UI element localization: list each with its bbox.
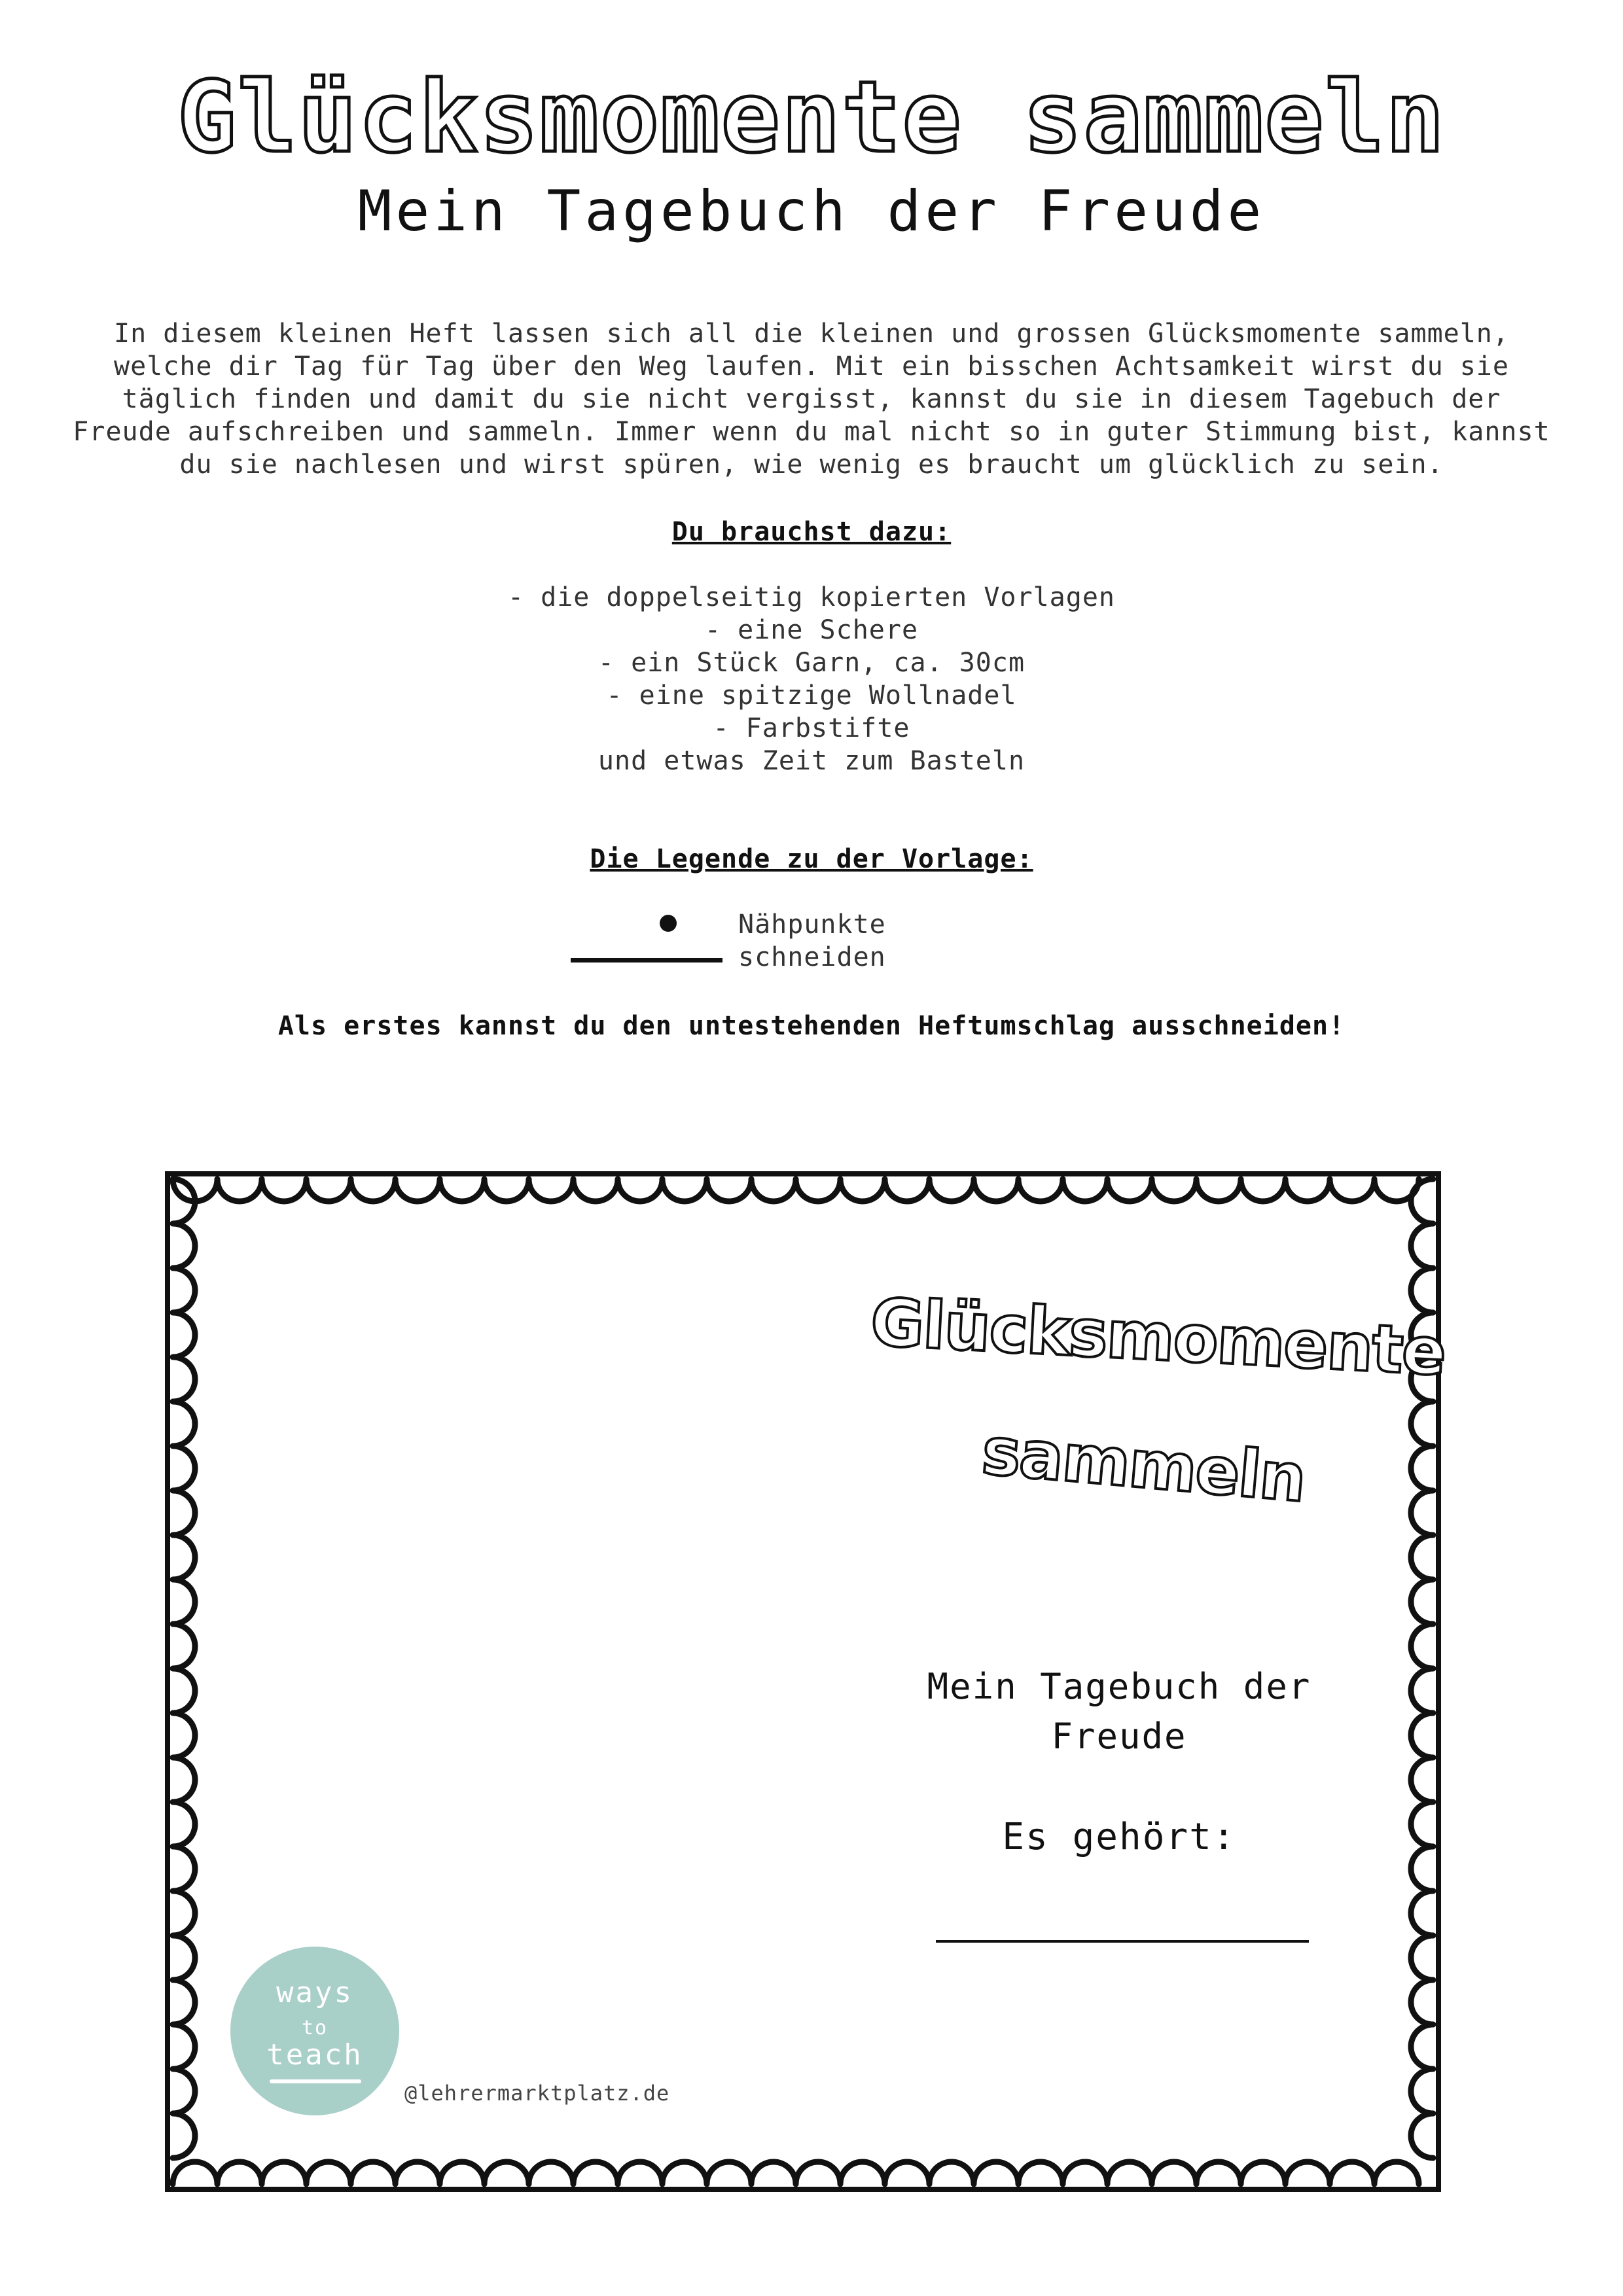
credit-text: @lehrermarktplatz.de	[404, 2081, 670, 2106]
needs-heading: Du brauchst dazu:	[671, 517, 952, 547]
intro-paragraph: In diesem kleinen Heft lassen sich all die kleinen und grossen Glücksmomente sammeln, welche dir Tag für Tag über den Weg laufen. Mit ein bisschen Achtsamkeit wirst du sie täglich finden und damit du sie nicht vergisst, kannst du sie in diesem Tagebuch der Freude aufschreiben und sammeln. Immer wenn du mal nicht so in guter Stimmung bist, kannst du sie nachlesen und wirst spüren, wie wenig es braucht um glücklich zu sein.	[73, 319, 1550, 480]
owner-name-line	[936, 1940, 1309, 1943]
needs-item: - Farbstifte	[713, 713, 910, 743]
legend-cut-label: schneiden	[738, 942, 886, 972]
needs-item: und etwas Zeit zum Basteln	[597, 746, 1026, 776]
cover-subtitle	[897, 1662, 1342, 1761]
page-subtitle: Mein Tagebuch der Freude	[357, 179, 1266, 244]
legend-sew-label: Nähpunkte	[738, 910, 886, 940]
sew-dot-icon	[660, 915, 677, 932]
needs-list	[0, 581, 1623, 777]
cover-title-second-line: sammeln	[978, 1412, 1308, 1517]
needs-item: - ein Stück Garn, ca. 30cm	[597, 648, 1026, 678]
legend-heading: Die Legende zu der Vorlage:	[590, 844, 1033, 874]
page-title: Glücksmomente sammeln	[177, 61, 1446, 175]
cut-line-icon	[571, 958, 722, 963]
logo-text: ways	[276, 1976, 353, 2009]
instruction-text: Als erstes kannst du den untestehenden Heftumschlag ausschneiden!	[277, 1011, 1346, 1041]
cover-subtitle-line: Mein Tagebuch der	[927, 1666, 1311, 1707]
cover-title: Glücksmomente	[868, 1284, 1448, 1390]
owner-label: Es gehört:	[1002, 1816, 1236, 1858]
pencil-icon	[270, 2079, 361, 2083]
cover-subtitle-line: Freude	[1051, 1716, 1187, 1757]
logo-text: teach	[266, 2038, 363, 2072]
needs-item: - eine Schere	[704, 615, 919, 645]
needs-item: - die doppelseitig kopierten Vorlagen	[507, 582, 1116, 612]
logo-text: to	[301, 2017, 329, 2040]
needs-item: - eine spitzige Wollnadel	[606, 680, 1017, 711]
